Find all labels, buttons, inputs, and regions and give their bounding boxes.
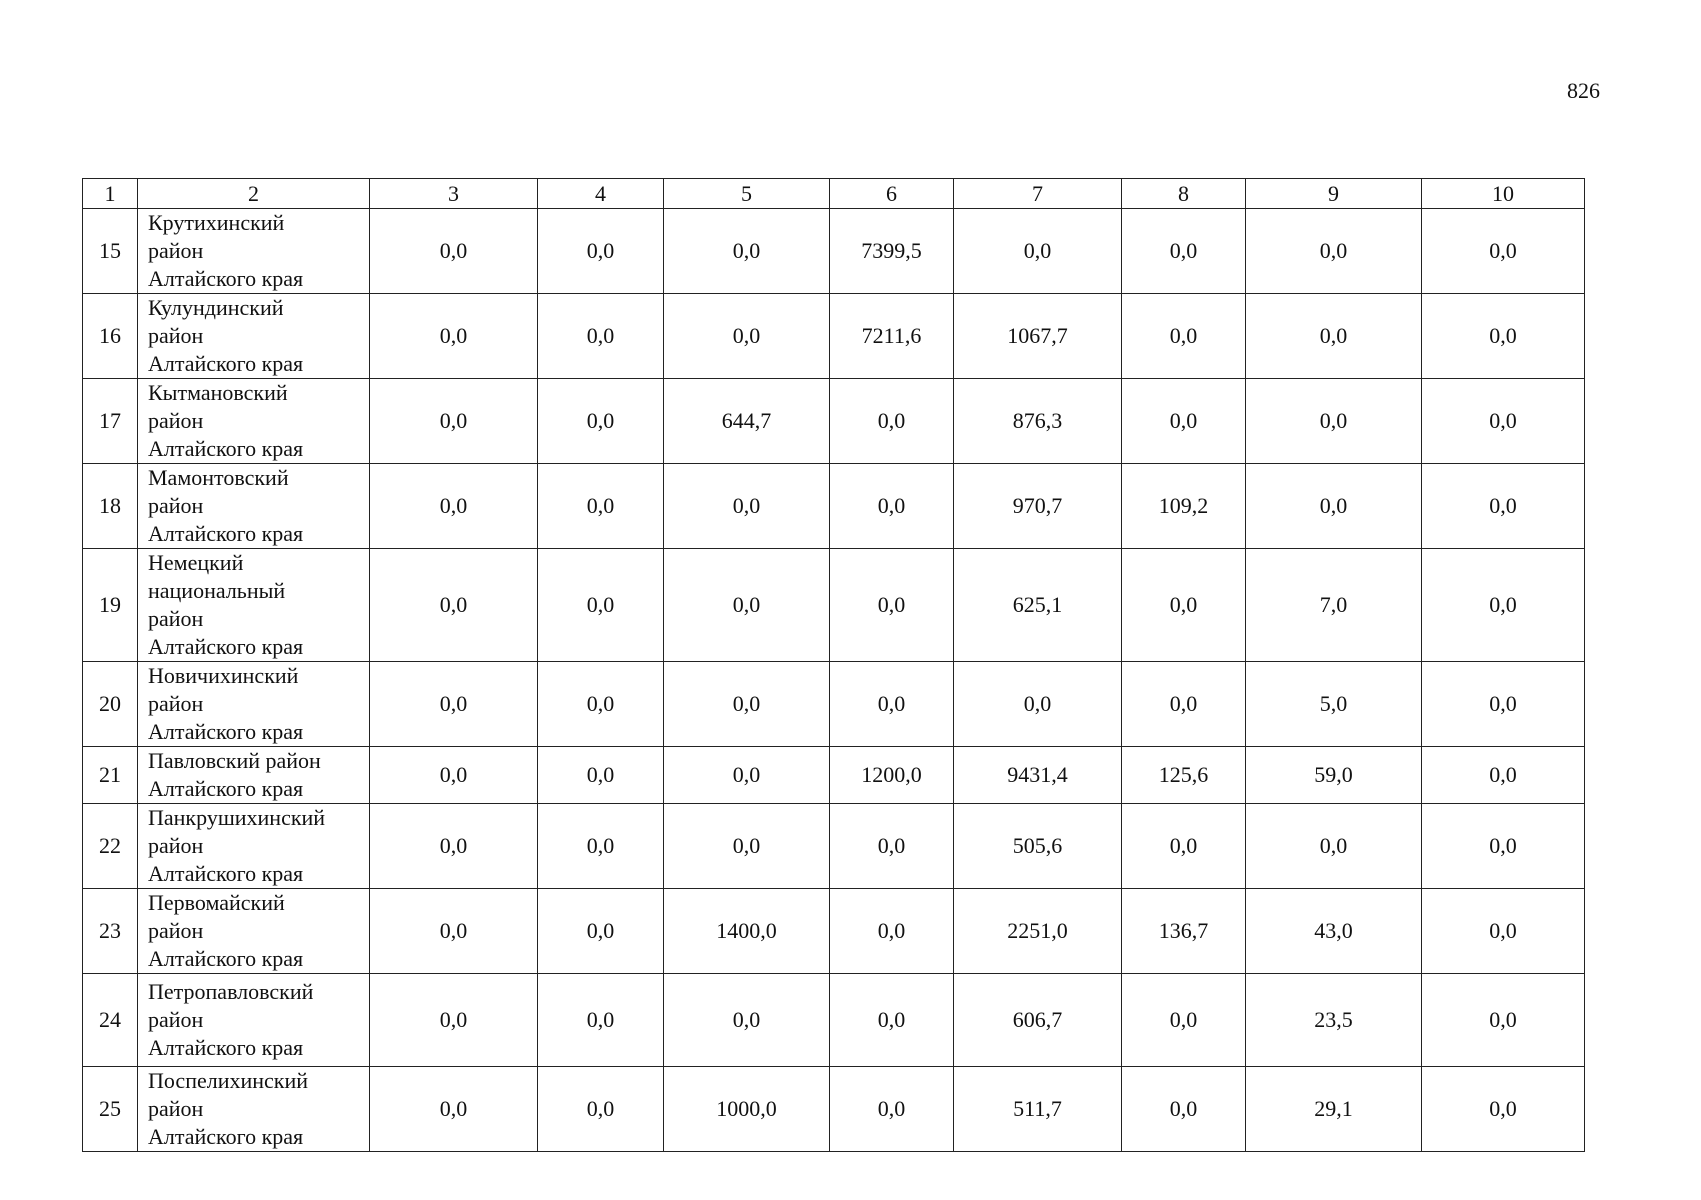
table-row [83, 804, 1585, 889]
table-body [83, 209, 1585, 1152]
district-name-cell: Панкрушихинский район Алтайского края [138, 804, 370, 889]
district-name-cell: Кулундинский район Алтайского края [138, 294, 370, 379]
value-cell-c10: 0,0 [1422, 549, 1585, 662]
value-cell-c5: 0,0 [664, 549, 830, 662]
value-cell-c9: 23,5 [1246, 974, 1422, 1067]
header-cell-8: 8 [1122, 179, 1246, 209]
value-cell-c7: 0,0 [954, 662, 1122, 747]
header-cell-4: 4 [538, 179, 664, 209]
value-cell-c10: 0,0 [1422, 974, 1585, 1067]
value-cell-c4: 0,0 [538, 889, 664, 974]
value-cell-c3: 0,0 [370, 662, 538, 747]
table-row [83, 464, 1585, 549]
value-cell-c7: 606,7 [954, 974, 1122, 1067]
value-cell-c4: 0,0 [538, 662, 664, 747]
value-cell-c10: 0,0 [1422, 889, 1585, 974]
table-row [83, 549, 1585, 662]
value-cell-c3: 0,0 [370, 974, 538, 1067]
value-cell-c6: 7211,6 [830, 294, 954, 379]
value-cell-c9: 29,1 [1246, 1067, 1422, 1152]
row-number-cell: 23 [83, 889, 138, 974]
value-cell-c7: 970,7 [954, 464, 1122, 549]
district-name-cell: Мамонтовский район Алтайского края [138, 464, 370, 549]
header-cell-5: 5 [664, 179, 830, 209]
table-row [83, 747, 1585, 804]
table-row [83, 209, 1585, 294]
value-cell-c5: 1400,0 [664, 889, 830, 974]
value-cell-c4: 0,0 [538, 379, 664, 464]
row-number-cell: 16 [83, 294, 138, 379]
value-cell-c6: 0,0 [830, 662, 954, 747]
value-cell-c7: 2251,0 [954, 889, 1122, 974]
table-row [83, 889, 1585, 974]
value-cell-c5: 0,0 [664, 974, 830, 1067]
value-cell-c3: 0,0 [370, 294, 538, 379]
header-cell-7: 7 [954, 179, 1122, 209]
value-cell-c10: 0,0 [1422, 209, 1585, 294]
value-cell-c3: 0,0 [370, 1067, 538, 1152]
value-cell-c6: 0,0 [830, 549, 954, 662]
value-cell-c7: 505,6 [954, 804, 1122, 889]
district-name-cell: Павловский район Алтайского края [138, 747, 370, 804]
table-header [83, 179, 1585, 209]
value-cell-c10: 0,0 [1422, 294, 1585, 379]
header-cell-3: 3 [370, 179, 538, 209]
value-cell-c7: 1067,7 [954, 294, 1122, 379]
value-cell-c3: 0,0 [370, 804, 538, 889]
district-name-cell: Крутихинский район Алтайского края [138, 209, 370, 294]
value-cell-c4: 0,0 [538, 549, 664, 662]
header-row [83, 179, 1585, 209]
value-cell-c4: 0,0 [538, 974, 664, 1067]
value-cell-c6: 0,0 [830, 889, 954, 974]
value-cell-c9: 0,0 [1246, 294, 1422, 379]
value-cell-c9: 0,0 [1246, 379, 1422, 464]
value-cell-c5: 0,0 [664, 747, 830, 804]
value-cell-c6: 0,0 [830, 464, 954, 549]
row-number-cell: 25 [83, 1067, 138, 1152]
value-cell-c7: 0,0 [954, 209, 1122, 294]
value-cell-c6: 0,0 [830, 1067, 954, 1152]
value-cell-c7: 511,7 [954, 1067, 1122, 1152]
value-cell-c9: 0,0 [1246, 804, 1422, 889]
value-cell-c5: 644,7 [664, 379, 830, 464]
district-name-cell: Новичихинский район Алтайского края [138, 662, 370, 747]
table-row [83, 662, 1585, 747]
value-cell-c4: 0,0 [538, 1067, 664, 1152]
value-cell-c9: 7,0 [1246, 549, 1422, 662]
row-number-cell: 19 [83, 549, 138, 662]
value-cell-c5: 0,0 [664, 209, 830, 294]
value-cell-c6: 7399,5 [830, 209, 954, 294]
value-cell-c4: 0,0 [538, 804, 664, 889]
table-row [83, 294, 1585, 379]
value-cell-c10: 0,0 [1422, 747, 1585, 804]
table-row [83, 974, 1585, 1067]
header-cell-10: 10 [1422, 179, 1585, 209]
header-cell-1: 1 [83, 179, 138, 209]
value-cell-c6: 0,0 [830, 379, 954, 464]
header-cell-2: 2 [138, 179, 370, 209]
value-cell-c10: 0,0 [1422, 379, 1585, 464]
value-cell-c4: 0,0 [538, 747, 664, 804]
value-cell-c3: 0,0 [370, 549, 538, 662]
value-cell-c8: 0,0 [1122, 1067, 1246, 1152]
value-cell-c6: 1200,0 [830, 747, 954, 804]
data-table [82, 178, 1585, 1152]
table-row [83, 379, 1585, 464]
value-cell-c6: 0,0 [830, 804, 954, 889]
value-cell-c5: 0,0 [664, 662, 830, 747]
value-cell-c3: 0,0 [370, 464, 538, 549]
district-name-cell: Первомайский район Алтайского края [138, 889, 370, 974]
value-cell-c9: 5,0 [1246, 662, 1422, 747]
value-cell-c9: 43,0 [1246, 889, 1422, 974]
row-number-cell: 24 [83, 974, 138, 1067]
district-name-cell: Немецкий национальный район Алтайского края [138, 549, 370, 662]
value-cell-c4: 0,0 [538, 464, 664, 549]
value-cell-c5: 0,0 [664, 464, 830, 549]
value-cell-c9: 0,0 [1246, 464, 1422, 549]
row-number-cell: 17 [83, 379, 138, 464]
row-number-cell: 18 [83, 464, 138, 549]
value-cell-c3: 0,0 [370, 889, 538, 974]
value-cell-c7: 9431,4 [954, 747, 1122, 804]
value-cell-c3: 0,0 [370, 747, 538, 804]
table-row [83, 1067, 1585, 1152]
value-cell-c10: 0,0 [1422, 464, 1585, 549]
value-cell-c8: 0,0 [1122, 209, 1246, 294]
value-cell-c8: 0,0 [1122, 662, 1246, 747]
row-number-cell: 20 [83, 662, 138, 747]
district-name-cell: Поспелихинский район Алтайского края [138, 1067, 370, 1152]
value-cell-c8: 109,2 [1122, 464, 1246, 549]
value-cell-c7: 876,3 [954, 379, 1122, 464]
value-cell-c5: 1000,0 [664, 1067, 830, 1152]
district-name-cell: Кытмановский район Алтайского края [138, 379, 370, 464]
value-cell-c8: 0,0 [1122, 974, 1246, 1067]
value-cell-c8: 0,0 [1122, 379, 1246, 464]
value-cell-c9: 59,0 [1246, 747, 1422, 804]
value-cell-c9: 0,0 [1246, 209, 1422, 294]
value-cell-c5: 0,0 [664, 294, 830, 379]
row-number-cell: 22 [83, 804, 138, 889]
header-cell-9: 9 [1246, 179, 1422, 209]
value-cell-c7: 625,1 [954, 549, 1122, 662]
value-cell-c10: 0,0 [1422, 662, 1585, 747]
value-cell-c8: 125,6 [1122, 747, 1246, 804]
value-cell-c8: 0,0 [1122, 549, 1246, 662]
value-cell-c8: 0,0 [1122, 804, 1246, 889]
row-number-cell: 15 [83, 209, 138, 294]
value-cell-c4: 0,0 [538, 209, 664, 294]
page-number: 826 [1567, 78, 1600, 103]
row-number-cell: 21 [83, 747, 138, 804]
district-name-cell: Петропавловский район Алтайского края [138, 974, 370, 1067]
value-cell-c10: 0,0 [1422, 804, 1585, 889]
value-cell-c5: 0,0 [664, 804, 830, 889]
value-cell-c10: 0,0 [1422, 1067, 1585, 1152]
value-cell-c3: 0,0 [370, 379, 538, 464]
value-cell-c4: 0,0 [538, 294, 664, 379]
header-cell-6: 6 [830, 179, 954, 209]
value-cell-c8: 0,0 [1122, 294, 1246, 379]
value-cell-c3: 0,0 [370, 209, 538, 294]
value-cell-c8: 136,7 [1122, 889, 1246, 974]
value-cell-c6: 0,0 [830, 974, 954, 1067]
